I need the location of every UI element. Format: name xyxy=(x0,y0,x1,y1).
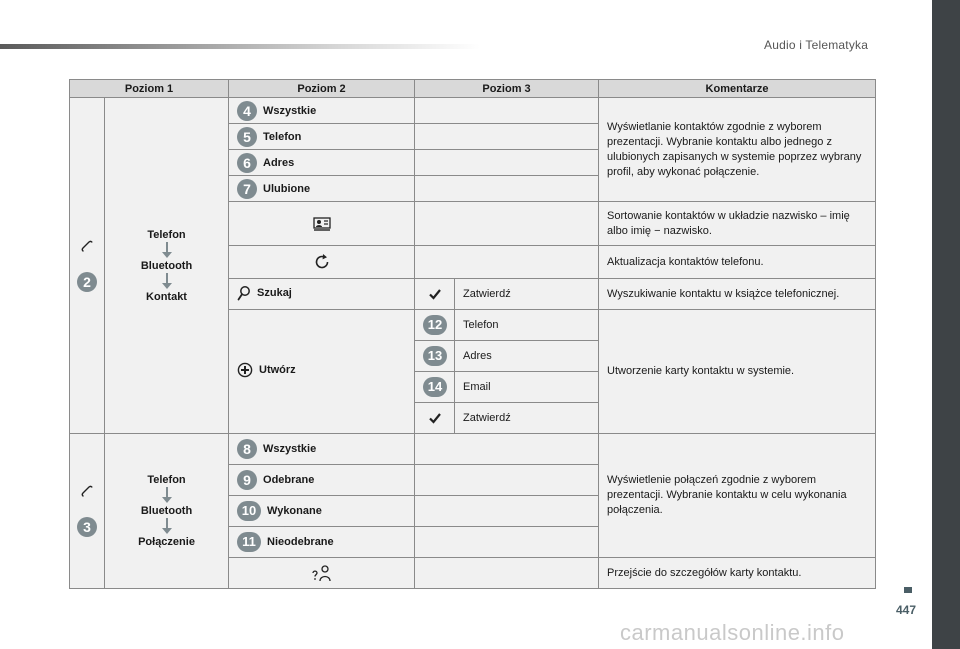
header-comments: Komentarze xyxy=(599,80,876,98)
table-row xyxy=(70,434,876,465)
header-title: Audio i Telematyka xyxy=(764,38,869,52)
comment-cell: Wyświetlanie kontaktów zgodnie z wyborem prezentacji. Wybranie kontaktu albo jednego z ulubionych zapisanych w systemie poprzez wybrany profil, aby wykonać połączenie. xyxy=(599,98,876,202)
level3-cell xyxy=(415,176,599,202)
level2-cell xyxy=(229,310,415,434)
search-icon xyxy=(237,285,251,301)
chain-arrow-icon xyxy=(162,487,172,504)
plus-circle-icon xyxy=(237,362,253,378)
level2-cell xyxy=(229,176,415,202)
comment-cell: Sortowanie kontaktów w układzie nazwisko – imię albo imię − nazwisko. xyxy=(599,202,876,246)
phone-icon xyxy=(80,240,94,254)
level3-icon-cell xyxy=(415,403,455,434)
level2-label: Nieodebrane xyxy=(267,536,334,548)
level3-cell: Adres xyxy=(455,341,599,372)
level2-label: Utwórz xyxy=(259,364,296,376)
badge: 2 xyxy=(77,272,97,292)
badge: 3 xyxy=(77,517,97,537)
header-level3: Poziom 3 xyxy=(415,80,599,98)
chain-item: Bluetooth xyxy=(140,259,193,272)
badge: 7 xyxy=(237,179,257,199)
checkmark-icon xyxy=(429,288,441,300)
level3-cell xyxy=(415,434,599,465)
page-marker xyxy=(904,587,912,593)
comment-cell: Wyszukiwanie kontaktu w książce telefonicznej. xyxy=(599,279,876,310)
level2-label: Wykonane xyxy=(267,505,322,517)
watermark: carmanualsonline.info xyxy=(620,620,845,645)
phone-icon xyxy=(80,485,94,499)
header-level1: Poziom 1 xyxy=(70,80,229,98)
level3-cell: Zatwierdź xyxy=(455,403,599,434)
level2-label: Wszystkie xyxy=(263,443,317,455)
table-header-row xyxy=(70,80,876,98)
level2-label: Ulubione xyxy=(263,182,311,195)
header-rule xyxy=(0,44,480,49)
badge: 8 xyxy=(237,439,257,459)
level3-badge-cell xyxy=(415,372,455,403)
level1-icon-cell-calls xyxy=(70,434,105,589)
level3-cell xyxy=(415,496,599,527)
level2-cell xyxy=(229,496,415,527)
level3-cell xyxy=(415,124,599,150)
badge: 10 xyxy=(237,501,261,521)
level3-cell: Email xyxy=(455,372,599,403)
level2-label: Telefon xyxy=(263,130,302,143)
chain-arrow-icon xyxy=(162,273,172,290)
level2-label: Szukaj xyxy=(257,286,292,299)
refresh-icon xyxy=(313,253,331,271)
comment-cell: Wyświetlenie połączeń zgodnie z wyborem prezentacji. Wybranie kontaktu w celu wykonania połączenia. xyxy=(599,434,876,558)
level3-icon-cell xyxy=(415,279,455,310)
badge: 6 xyxy=(237,153,257,173)
level3-badge-cell xyxy=(415,310,455,341)
badge: 12 xyxy=(423,315,447,335)
level3-cell: Telefon xyxy=(455,310,599,341)
badge: 9 xyxy=(237,470,257,490)
level1-chain-contacts xyxy=(105,98,229,434)
level2-cell xyxy=(229,124,415,150)
level3-cell: Zatwierdź xyxy=(455,279,599,310)
table-row xyxy=(70,98,876,124)
level2-label: Wszystkie xyxy=(263,104,317,117)
badge: 4 xyxy=(237,101,257,121)
side-bar xyxy=(932,0,960,649)
chain-item: Telefon xyxy=(147,228,186,241)
level2-cell xyxy=(229,150,415,176)
chain-arrow-icon xyxy=(162,518,172,535)
comment-cell: Przejście do szczegółów karty kontaktu. xyxy=(599,558,876,589)
badge: 14 xyxy=(423,377,447,397)
checkmark-icon xyxy=(429,412,441,424)
comment-cell: Aktualizacja kontaktów telefonu. xyxy=(599,246,876,279)
chain-item: Kontakt xyxy=(146,290,187,303)
level2-icon-cell xyxy=(229,246,415,279)
level2-cell xyxy=(229,279,415,310)
menu-table xyxy=(69,79,876,589)
header-level2: Poziom 2 xyxy=(229,80,415,98)
level1-icon-cell-contacts xyxy=(70,98,105,434)
level2-cell xyxy=(229,527,415,558)
level3-cell xyxy=(415,558,599,589)
badge: 5 xyxy=(237,127,257,147)
level2-cell xyxy=(229,465,415,496)
badge: 11 xyxy=(237,532,261,552)
level2-label: Adres xyxy=(263,156,295,169)
level2-icon-cell xyxy=(229,558,415,589)
level2-label: Odebrane xyxy=(263,474,315,486)
level3-cell xyxy=(415,527,599,558)
chain-item: Połączenie xyxy=(138,536,195,548)
level3-cell xyxy=(415,150,599,176)
chain-arrow-icon xyxy=(162,242,172,259)
badge: 13 xyxy=(423,346,447,366)
level2-cell xyxy=(229,434,415,465)
level3-cell xyxy=(415,202,599,246)
chain-item: Telefon xyxy=(147,474,186,486)
comment-cell: Utworzenie karty kontaktu w systemie. xyxy=(599,310,876,434)
level1-chain-calls xyxy=(105,434,229,589)
level3-cell xyxy=(415,465,599,496)
contact-card-icon xyxy=(313,217,331,231)
page-number: 447 xyxy=(896,603,917,617)
chain-item: Bluetooth xyxy=(140,505,193,517)
level3-cell xyxy=(415,246,599,279)
level3-badge-cell xyxy=(415,341,455,372)
level3-cell xyxy=(415,98,599,124)
level2-cell xyxy=(229,98,415,124)
contact-details-icon xyxy=(311,564,333,582)
level2-icon-cell xyxy=(229,202,415,246)
